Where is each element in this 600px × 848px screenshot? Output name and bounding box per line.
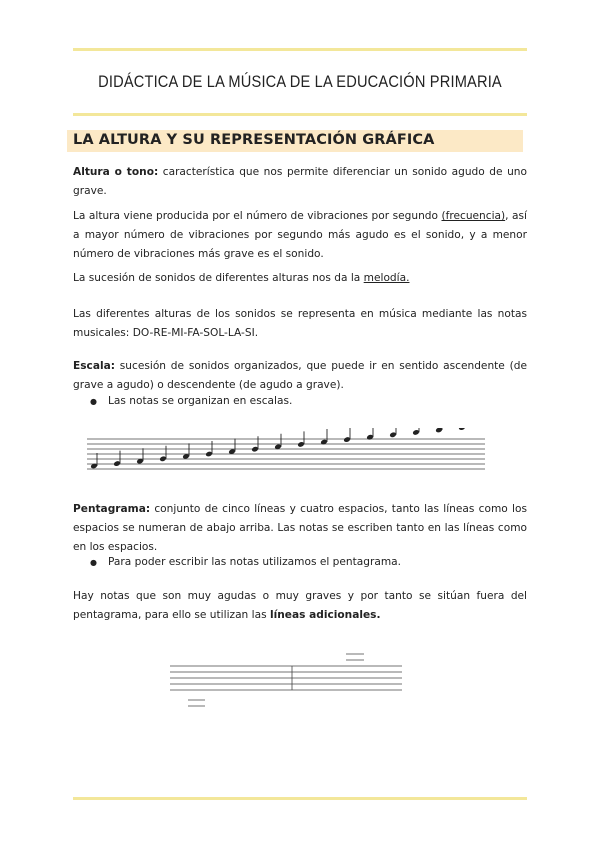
scale-note [320,429,328,445]
scale-note [274,434,282,450]
bullet-pentagrama-text: Para poder escribir las notas utilizamos el pentagrama. [108,556,402,568]
adicionales-text: Hay notas que son muy agudas o muy graves y por tanto se sitúan fuera del pentagrama, para ello se utilizan las [73,590,527,621]
section-heading [67,130,523,152]
paragraph-altura [73,163,527,201]
paragraph-notas: Las diferentes alturas de los sonidos se representa en música mediante las notas musicales: DO-RE-MI-FA-SOL-LA-SI. [73,308,527,339]
term-escala: Escala: [73,360,115,372]
scale-staff-image [87,428,487,478]
scale-note [366,428,374,440]
definition-pentagrama: conjunto de cinco líneas y cuatro espacios, tanto las líneas como los espacios se numeran de abajo arriba. Las notas se escriben tanto en las líneas como en los espacios. [73,503,527,553]
paragraph-lineas-adicionales [73,587,527,625]
term-pentagrama: Pentagrama: [73,503,151,515]
paragraph-vibraciones [73,207,527,264]
sucesion-text: La sucesión de sonidos de diferentes alturas nos da la [73,272,364,284]
bottom-rule [73,797,527,800]
vibraciones-text-b: , así a mayor número de vibraciones por segundo más agudo es el sonido, y a menor número de vibraciones más grave es el sonido. [73,210,527,260]
scale-note [458,428,466,431]
term-altura: Altura o tono: [73,166,159,178]
bullet-dot-icon: ● [90,558,97,567]
top-rule [73,48,527,51]
scale-note [297,431,305,447]
scale-note [412,428,420,436]
paragraph-pentagrama [73,500,527,557]
scale-note [389,428,397,438]
scale-note [182,443,190,459]
scale-note [435,428,443,433]
vibraciones-text-a: La altura viene producida por el número de vibraciones por segundo [73,210,442,222]
document-title: DIDÁCTICA DE LA MÚSICA DE LA EDUCACIÓN PRIMARIA [98,72,502,91]
term-lineas-adicionales: líneas adicionales. [269,609,381,621]
definition-altura: característica que nos permite diferenciar un sonido agudo de uno grave. [73,166,527,197]
link-frecuencia: (frecuencia) [441,210,506,222]
title-underline-rule [73,113,527,116]
scale-note [136,448,144,464]
scale-note [90,453,98,469]
link-melodia: melodía. [363,272,410,284]
bullet-escala-text: Las notas se organizan en escalas. [108,395,293,407]
scale-note [228,439,236,455]
ledger-lines-staff-image [160,650,410,720]
scale-note [343,428,351,443]
paragraph-sucesion [73,269,527,288]
definition-escala: sucesión de sonidos organizados, que puede ir en sentido ascendente (de grave a agudo) o descendente (de agudo a grave). [73,360,527,391]
bullet-dot-icon: ● [90,397,97,406]
section-heading-text: LA ALTURA Y SU REPRESENTACIÓN GRÁFICA [73,132,435,148]
paragraph-escala [73,357,527,395]
